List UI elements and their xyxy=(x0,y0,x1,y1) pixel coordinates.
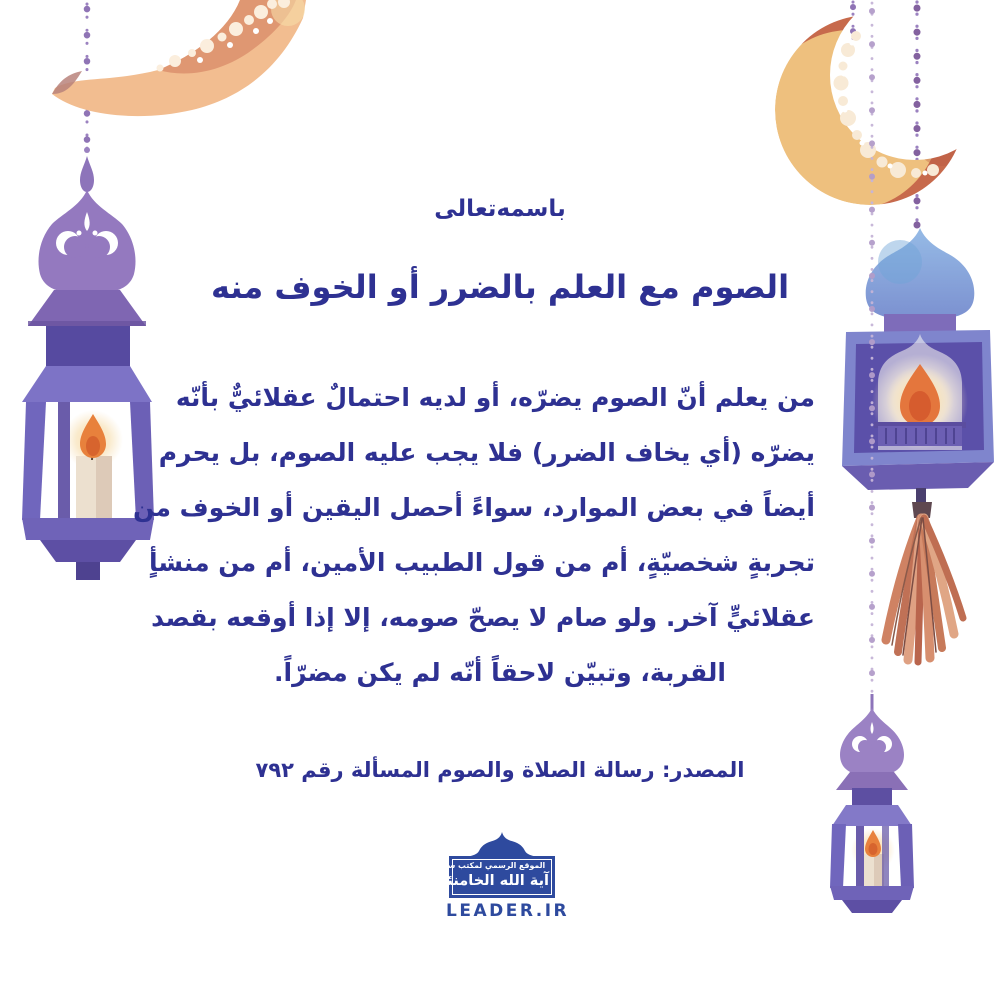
mosque-dome-icon xyxy=(467,831,537,858)
logo-plaque-inner xyxy=(429,859,552,895)
ruling-line: أيضاً في بعض الموارد، سواءً أحصل اليقين أو الخوف من xyxy=(132,493,815,522)
page-title: الصوم مع العلم بالضرر أو الخوف منه xyxy=(210,268,790,306)
ruling-paragraph xyxy=(132,370,815,700)
source-reference: المصدر: رسالة الصلاة والصوم المسألة رقم ٧٩٢ xyxy=(255,758,745,782)
ruling-line: من يعلم أنّ الصوم يضرّه، أو لديه احتمالٌ عقلائيٌّ بأنّه xyxy=(175,383,815,412)
logo-plaque xyxy=(429,856,555,898)
ruling-line: يضرّه (أي يخاف الضرر) فلا يجب عليه الصوم، بل يحرم xyxy=(158,438,815,467)
logo-site-text: LEADER.IR xyxy=(446,901,570,921)
logo-office-text: الموقع الرسمي لمكتب سماحة xyxy=(429,861,546,871)
ruling-line: عقلائيٍّ آخر. ولو صام لا يصحّ صومه، إلا إذا أوقعه بقصد xyxy=(151,603,815,632)
logo-name-text: آية الله الخامنئي xyxy=(432,873,549,889)
leader-ir-logo xyxy=(429,831,570,921)
ruling-line: تجربةٍ شخصيّةٍ، أم من قول الطبيب الأمين، أم من منشأٍ xyxy=(149,548,815,577)
ruling-line: القربة، وتبيّن لاحقاً أنّه لم يكن مضرّاً. xyxy=(274,658,726,687)
bismillah-heading: باسمه‌تعالى xyxy=(434,196,566,222)
